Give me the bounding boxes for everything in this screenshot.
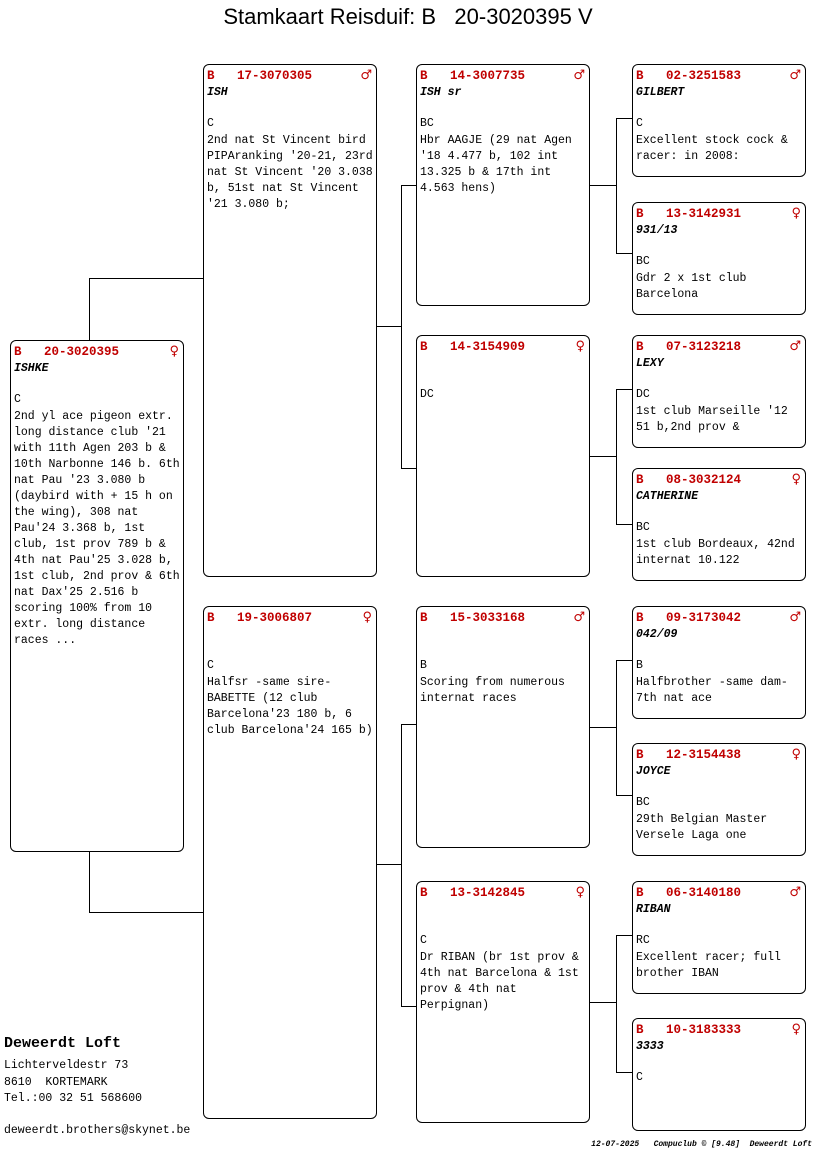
male-icon: ♂ [789,885,801,900]
ring-number: B 20-3020395 ♀ [14,344,179,359]
pigeon-color: C [636,1071,643,1084]
connector-line [589,456,617,457]
pigeon-name: ISH [207,86,228,99]
pigeon-card-dsd [632,743,806,856]
pigeon-color: B [420,659,427,672]
connector-line [401,185,402,468]
pigeon-name: 3333 [636,1040,664,1053]
loft-name: Deweerdt Loft [4,1035,122,1052]
pigeon-color: BC [636,796,650,809]
pigeon-card-sss [632,64,806,177]
print-footer: 12-07-2025 Compuclub © [9.48] Deweerdt Loft [591,1140,812,1149]
female-icon: ♀ [575,885,585,900]
pigeon-name: 931/13 [636,224,678,237]
connector-line [616,118,632,119]
pigeon-name: GILBERT [636,86,685,99]
pigeon-description: 1st club Bordeaux, 42nd internat 10.122 [636,538,802,567]
pigeon-name: RIBAN [636,903,671,916]
pigeon-description: 1st club Marseille '12 51 b,2nd prov & [636,405,795,434]
pigeon-card-dam-dam [416,881,590,1123]
ring-number: B 14-3007735 ♂ [420,68,585,83]
pigeon-card-ddd [632,1018,806,1131]
connector-line [616,253,632,254]
ring-number: B 13-3142931 ♀ [636,206,801,221]
pigeon-color: DC [420,388,434,401]
pigeon-description: Halfbrother -same dam- 7th nat ace [636,676,795,705]
ring-number: B 06-3140180 ♂ [636,885,801,900]
connector-line [376,864,402,865]
pigeon-description: Hbr AAGJE (29 nat Agen '18 4.477 b, 102 int 13.325 b & 17th int 4.563 hens) [420,134,579,195]
male-icon: ♂ [789,339,801,354]
connector-line [616,1072,632,1073]
pigeon-color: C [14,393,21,406]
connector-line [616,118,617,253]
connector-line [401,468,417,469]
loft-email: deweerdt.brothers@skynet.be [4,1124,191,1137]
pigeon-color: BC [636,521,650,534]
connector-line [616,389,632,390]
male-icon: ♂ [573,610,585,625]
loft-phone: Tel.:00 32 51 568600 [4,1092,143,1105]
ring-number: B 09-3173042 ♂ [636,610,801,625]
pigeon-color: RC [636,934,650,947]
connector-line [616,935,617,1072]
ring-number: B 08-3032124 ♀ [636,472,801,487]
connector-line [89,278,204,279]
ring-number: B 14-3154909 ♀ [420,339,585,354]
pigeon-card-sdd [632,468,806,581]
pigeon-card-ssd [632,202,806,315]
connector-line [401,724,402,1006]
pigeon-name: LEXY [636,357,664,370]
connector-line [616,795,632,796]
connector-line [401,1006,417,1007]
pigeon-card-dam [203,606,377,1119]
pigeon-description: Dr RIBAN (br 1st prov & 4th nat Barcelona & 1st prov & 4th nat Perpignan) [420,951,586,1012]
pigeon-description: Excellent racer; full brother IBAN [636,951,788,980]
male-icon: ♂ [789,610,801,625]
ring-number: B 13-3142845 ♀ [420,885,585,900]
pigeon-description: 2nd yl ace pigeon extr. long distance club '21 with 11th Agen 203 b & 10th Narbonne 146 b. 6th nat Pau '23 3.080 b (daybird with + 15 h on the wing), 308 nat Pau'24 3.368 b, 1st club, 1st prov 789 b & 4th nat Pau'25 3.028 b, 1st club, 2nd prov & 6th nat Dax'25 2.516 b scoring 100% from 10 extr. long distance races ... [14,410,187,647]
pigeon-color: C [207,659,214,672]
ring-number: B 12-3154438 ♀ [636,747,801,762]
page-title: Stamkaart Reisduif: B 20-3020395 V [223,4,593,29]
ring-number: B 19-3006807 ♀ [207,610,372,625]
connector-line [589,1002,617,1003]
pigeon-card-sire [203,64,380,577]
connector-line [89,912,204,913]
loft-address: Lichterveldestr 73 [4,1059,129,1072]
ring-number: B 02-3251583 ♂ [636,68,801,83]
male-icon: ♂ [573,68,585,83]
female-icon: ♀ [791,1022,801,1037]
pigeon-card-subject [10,340,187,852]
pigeon-card-dss [632,606,806,719]
connector-line [616,660,632,661]
female-icon: ♀ [169,344,179,359]
pigeon-card-sire-dam [416,335,590,577]
female-icon: ♀ [575,339,585,354]
connector-line [401,185,417,186]
pigeon-name: JOYCE [636,765,671,778]
pigeon-description: Scoring from numerous internat races [420,676,572,705]
pigeon-color: B [636,659,643,672]
female-icon: ♀ [791,747,801,762]
pigeon-color: BC [420,117,434,130]
female-icon: ♀ [791,472,801,487]
pigeon-name: CATHERINE [636,490,699,503]
loft-city: 8610 KORTEMARK [4,1075,108,1089]
connector-line [616,660,617,795]
ring-number: B 10-3183333 ♀ [636,1022,801,1037]
connector-line [616,389,617,524]
pigeon-card-sire-sire [416,64,590,306]
pigeon-name: 042/09 [636,628,678,641]
male-icon: ♂ [360,68,372,83]
pigeon-color: C [207,117,214,130]
pigeon-description: Excellent stock cock & racer: in 2008: [636,134,795,163]
connector-line [401,724,417,725]
pigeon-card-sds [632,335,806,448]
connector-line [616,524,632,525]
connector-line [89,278,90,340]
female-icon: ♀ [791,206,801,221]
pigeon-color: BC [636,255,650,268]
ring-number: B 07-3123218 ♂ [636,339,801,354]
ring-number: B 15-3033168 ♂ [420,610,585,625]
pigeon-color: C [636,117,643,130]
pigeon-description: 29th Belgian Master Versele Laga one [636,813,775,842]
pigeon-name: ISH sr [420,86,462,99]
connector-line [89,852,90,912]
ring-number: B 17-3070305 ♂ [207,68,372,83]
pigeon-description: 2nd nat St Vincent bird PIPAranking '20-21, 23rd nat St Vincent '20 3.038 b, 51st nat St Vincent '21 3.080 b; [207,134,380,211]
connector-line [616,935,632,936]
pigeon-card-dds [632,881,806,994]
pigeon-card-dam-sire [416,606,590,848]
pigeon-color: DC [636,388,650,401]
connector-line [589,727,617,728]
female-icon: ♀ [362,610,372,625]
pigeon-name: ISHKE [14,362,49,375]
loft-info [4,1035,142,1108]
pigeon-color: C [420,934,427,947]
connector-line [589,185,617,186]
connector-line [376,326,402,327]
pigeon-description: Halfsr -same sire- BABETTE (12 club Barcelona'23 180 b, 6 club Barcelona'24 165 b) [207,676,373,737]
pigeon-description: Gdr 2 x 1st club Barcelona [636,272,754,301]
male-icon: ♂ [789,68,801,83]
